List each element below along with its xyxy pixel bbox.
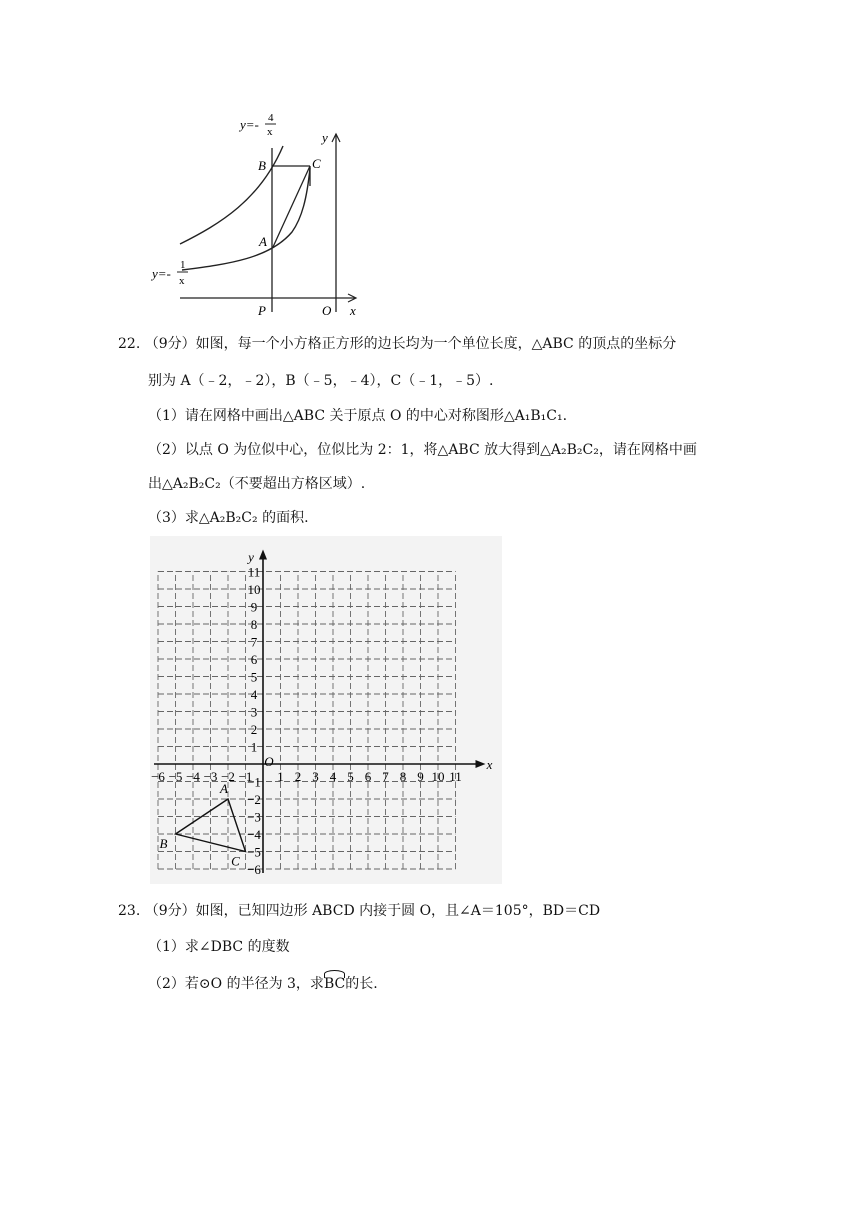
axis-label-y: y [248,549,254,565]
label-bottom-curve-den: x [179,275,185,287]
grid-background [150,536,502,884]
q22-intro-line2: 别为 A（﹣2，﹣2），B（﹣5，﹣4），C（﹣1，﹣5）. [148,373,494,389]
curve-y-neg4-over-x [180,146,283,244]
y-tick-label: 11 [247,564,261,580]
y-tick-label: 3 [250,704,258,720]
y-tick-label: −3 [247,809,261,825]
point-label-b: B [258,158,266,173]
label-top-curve-prefix: y=- [240,117,259,132]
segment-ca [273,166,310,247]
q23-part2-prefix: （2）若⊙O 的半径为 3，求 [148,976,324,992]
y-tick-label: 4 [250,687,258,702]
x-tick-label: −6 [151,769,165,784]
point-label-a: A [259,234,267,249]
q22-part2-line1: （2）以点 O 为位似中心，位似比为 2：1，将△ABC 放大得到△A₂B₂C₂，请在网格中画 [148,442,697,458]
curve-y-neg1-over-x [182,168,310,270]
y-tick-label: 2 [250,722,258,737]
x-tick-label: 9 [417,769,424,784]
x-tick-label: 10 [431,769,445,784]
x-tick-label: 3 [312,769,319,784]
point-label-p: P [258,303,266,318]
q22-part3: （3）求△A₂B₂C₂ 的面积. [148,510,309,526]
x-tick-label: −3 [203,769,218,784]
x-tick-label: −1 [238,769,253,784]
axis-label-y: y [322,130,328,145]
q23-intro-text: （9分）如图，已知四边形 ABCD 内接于圆 O，且∠A＝105°，BD＝CD [144,903,601,919]
vertex-label-a: A [220,781,228,796]
y-tick-label: 6 [250,652,258,667]
label-top-curve-num: 4 [268,112,274,124]
x-tick-label: 6 [364,769,372,784]
q23-part2-suffix: 的长. [345,976,378,992]
q23-number: 23. [118,903,141,919]
x-tick-label: 5 [347,769,354,784]
y-tick-label: −2 [247,792,261,807]
x-tick-label: −4 [186,769,200,784]
label-top-curve-den: x [267,126,273,138]
point-label-o: O [322,303,332,318]
vertex-label-b: B [159,836,168,851]
y-tick-label: 10 [247,582,261,597]
origin-label: O [264,754,274,769]
y-tick-label: −5 [247,844,261,860]
x-tick-label: 7 [382,769,389,784]
axis-label-x: x [486,757,493,772]
q23-part2 [148,970,378,994]
y-tick-label: 7 [250,634,258,650]
y-tick-label: −6 [247,862,261,877]
y-tick-label: 9 [250,599,258,615]
x-tick-label: 11 [449,769,462,784]
q22-intro-text: （9分）如图，每一个小方格正方形的边长均为一个单位长度，△ABC 的顶点的坐标分 [144,336,677,352]
y-tick-label: −4 [247,827,261,842]
arc-bc: BC [324,970,345,994]
hyperbola-figure [150,112,370,320]
x-tick-label: −5 [168,769,183,784]
label-bottom-curve-prefix: y=- [152,266,171,281]
axis-label-x: x [350,303,356,318]
q22-part2-line2: 出△A₂B₂C₂（不要超出方格区域）. [148,476,366,492]
coordinate-grid-figure [150,536,502,884]
q22-number: 22. [118,336,141,352]
y-tick-label: 8 [250,617,258,632]
vertex-label-c: C [231,853,240,869]
y-tick-label: 1 [250,739,258,755]
q22-part1: （1）请在网格中画出△ABC 关于原点 O 的中心对称图形△A₁B₁C₁. [148,408,568,424]
q23-part1: （1）求∠DBC 的度数 [148,939,290,955]
y-tick-label: −1 [247,774,261,790]
label-bottom-curve-num: 1 [180,259,186,271]
point-label-c: C [312,156,321,171]
q22-intro-line1 [118,334,676,354]
x-tick-label: 1 [277,769,284,784]
x-tick-label: −2 [221,769,235,784]
q23-intro [118,901,600,921]
x-tick-label: 8 [399,769,407,784]
x-tick-label: 2 [294,769,302,784]
x-tick-label: 4 [329,769,337,784]
y-tick-label: 5 [250,669,258,685]
